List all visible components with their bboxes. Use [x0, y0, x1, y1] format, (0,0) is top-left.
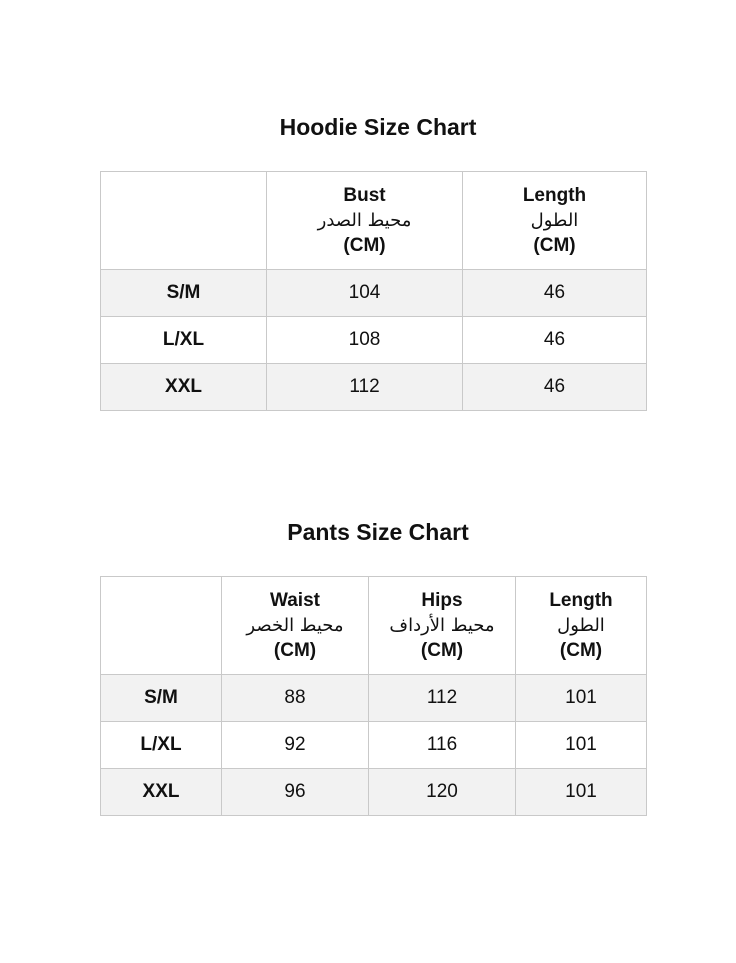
pants-size-table — [100, 576, 647, 816]
bust-value: 112 — [267, 364, 463, 411]
length-value: 46 — [463, 364, 647, 411]
length-value: 101 — [516, 769, 647, 816]
header-label-ar: الطول — [530, 209, 579, 231]
header-label-ar: الطول — [557, 614, 605, 636]
header-unit: (CM) — [273, 639, 317, 661]
table-header-row — [101, 577, 647, 675]
length-value: 46 — [463, 317, 647, 364]
header-empty-cell — [101, 577, 222, 675]
hoodie-chart-title: Hoodie Size Chart — [279, 114, 477, 140]
header-label-ar: محيط الأرداف — [389, 614, 495, 636]
waist-value: 92 — [222, 722, 369, 769]
hoodie-size-table — [100, 171, 647, 411]
table-row — [101, 270, 647, 317]
length-value: 101 — [516, 722, 647, 769]
header-length — [516, 577, 647, 675]
header-label-en: Waist — [270, 589, 320, 611]
length-value: 46 — [463, 270, 647, 317]
size-label: XXL — [101, 769, 222, 816]
bust-value: 104 — [267, 270, 463, 317]
table-header-row — [101, 172, 647, 270]
header-label-ar: محيط الخصر — [246, 614, 344, 636]
header-unit: (CM) — [533, 234, 576, 256]
header-label-ar: محيط الصدر — [317, 209, 412, 231]
size-label: L/XL — [101, 722, 222, 769]
table-row — [101, 317, 647, 364]
header-unit: (CM) — [343, 234, 386, 256]
hips-value: 112 — [369, 675, 516, 722]
header-label-en: Hips — [421, 589, 463, 611]
hips-value: 120 — [369, 769, 516, 816]
table-row — [101, 675, 647, 722]
table-row — [101, 722, 647, 769]
bust-value: 108 — [267, 317, 463, 364]
size-label: S/M — [101, 675, 222, 722]
hips-value: 116 — [369, 722, 516, 769]
header-label-en: Length — [549, 589, 613, 611]
header-label-en: Bust — [343, 184, 386, 206]
size-label: XXL — [101, 364, 267, 411]
header-bust — [267, 172, 463, 270]
waist-value: 96 — [222, 769, 369, 816]
header-unit: (CM) — [420, 639, 464, 661]
size-label: L/XL — [101, 317, 267, 364]
length-value: 101 — [516, 675, 647, 722]
size-label: S/M — [101, 270, 267, 317]
header-empty-cell — [101, 172, 267, 270]
header-waist — [222, 577, 369, 675]
header-unit: (CM) — [559, 639, 603, 661]
waist-value: 88 — [222, 675, 369, 722]
pants-chart-title: Pants Size Chart — [287, 519, 469, 545]
table-row — [101, 364, 647, 411]
header-length — [463, 172, 647, 270]
header-hips — [369, 577, 516, 675]
table-row — [101, 769, 647, 816]
header-label-en: Length — [522, 184, 587, 206]
